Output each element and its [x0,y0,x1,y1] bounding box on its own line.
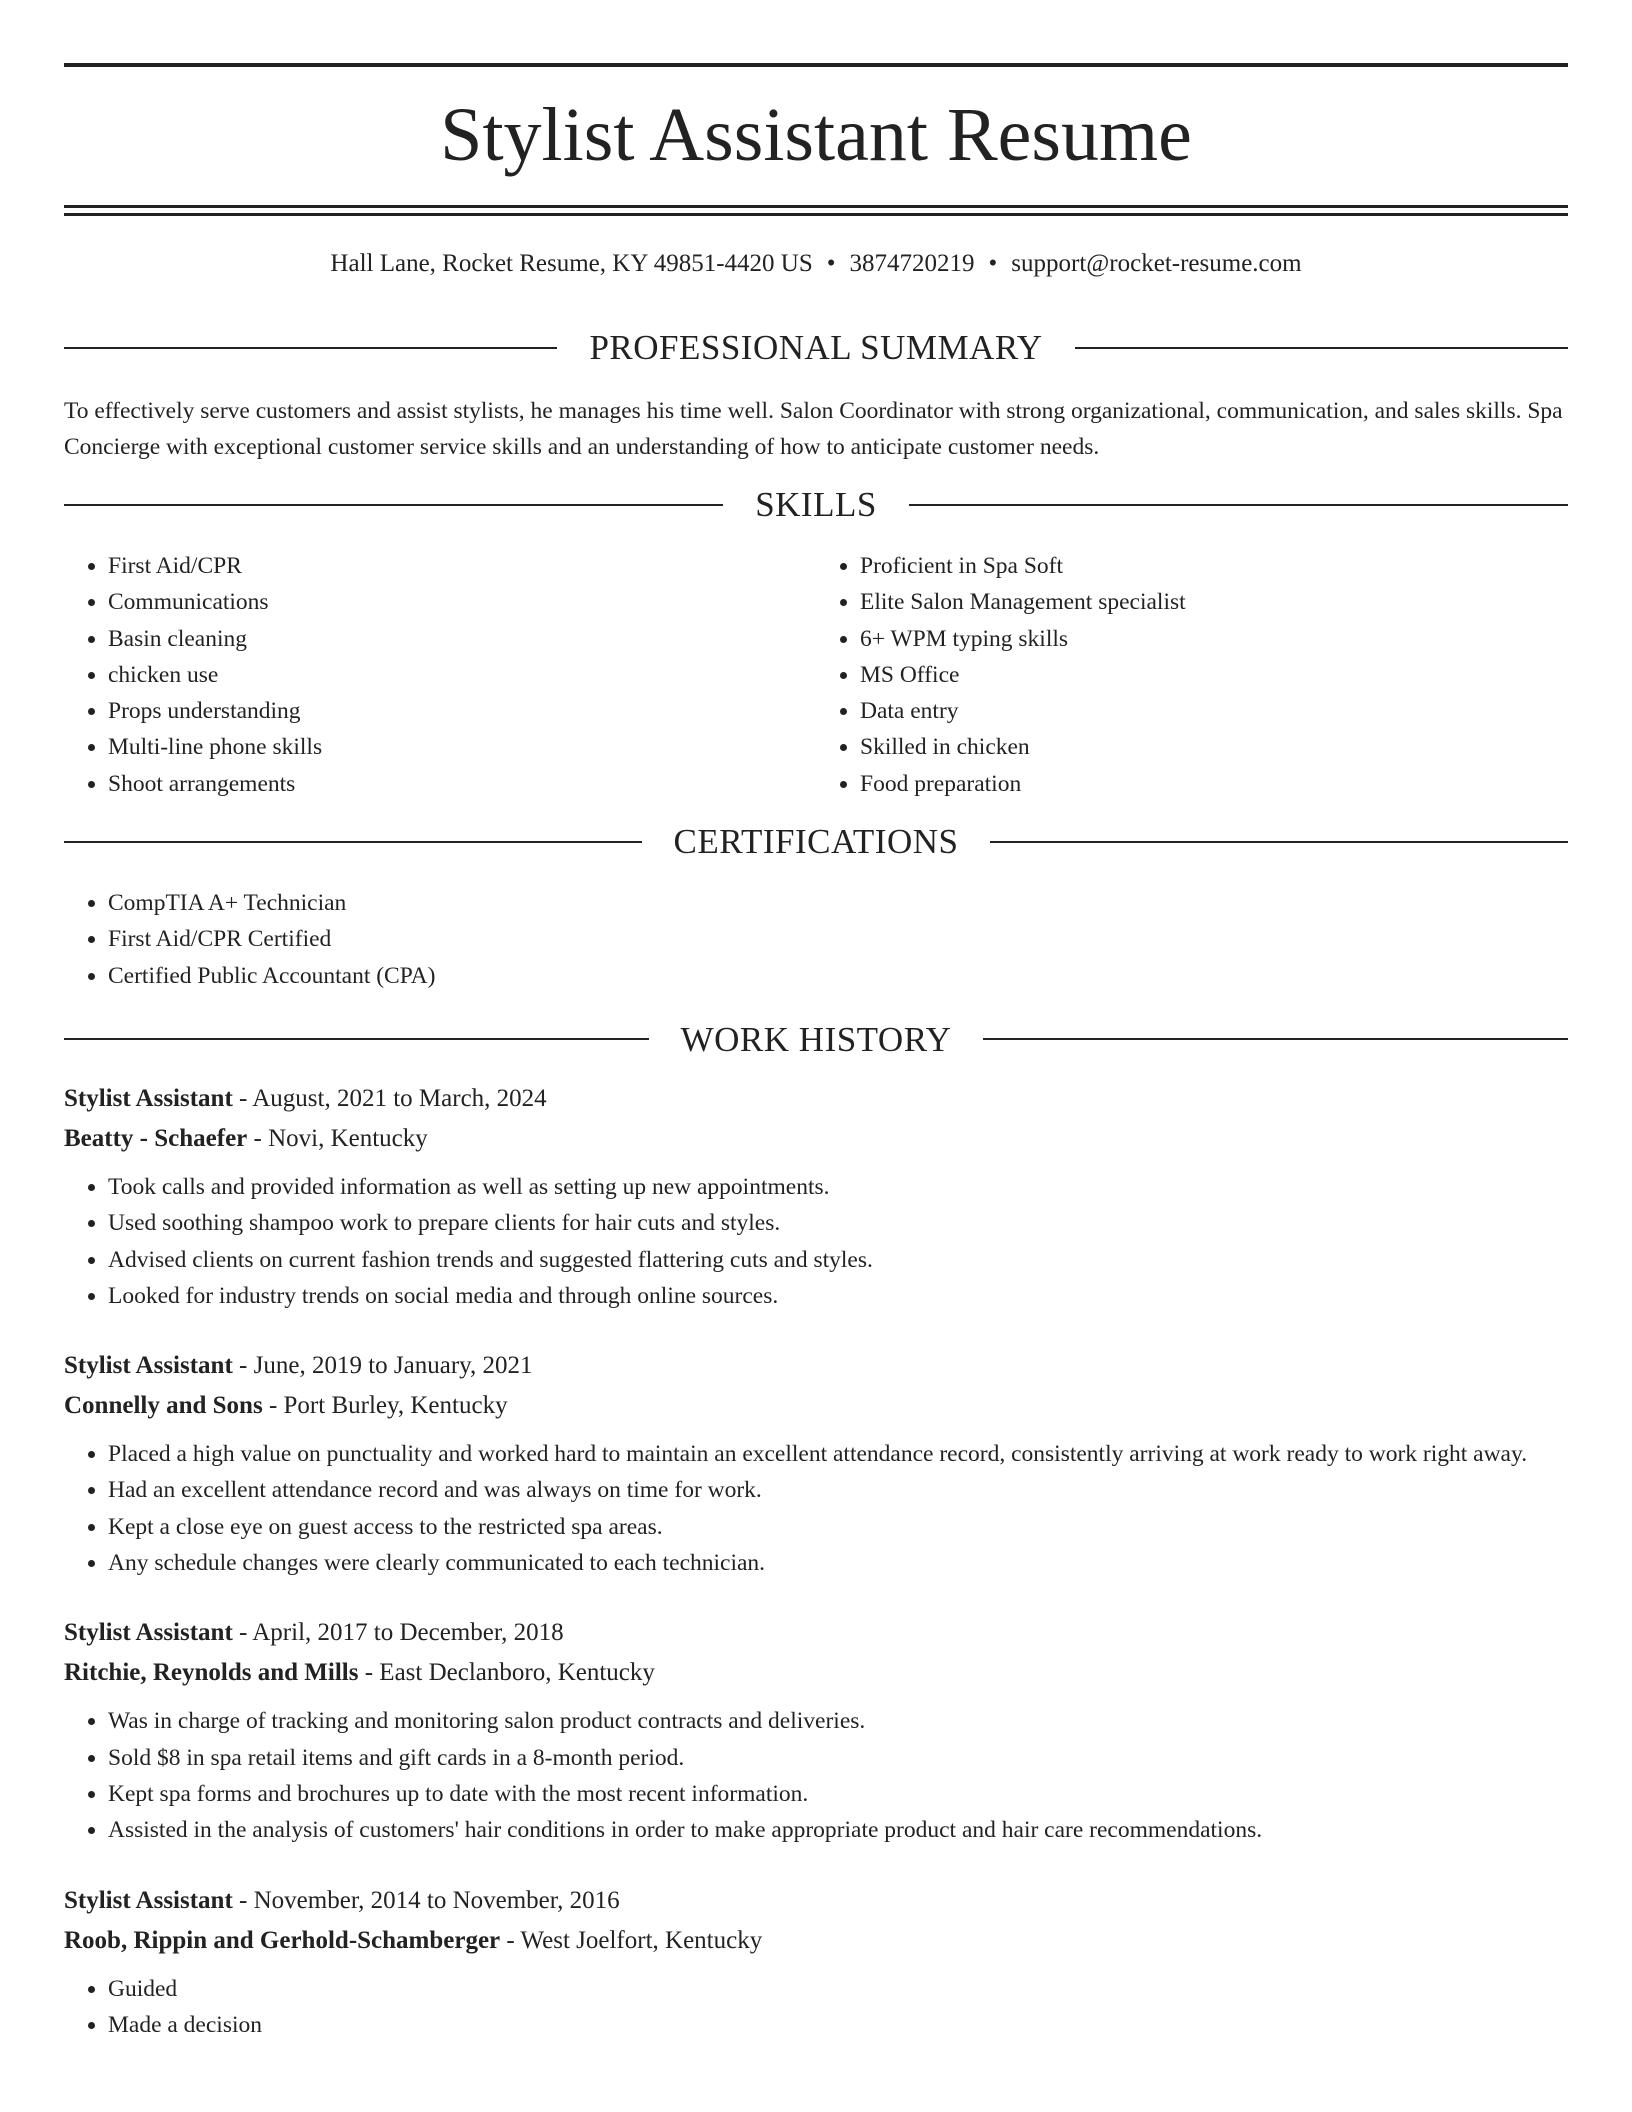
job-title-line [64,1881,1568,1921]
job-title-line [64,1346,1568,1386]
heading-rule [1075,347,1568,349]
skill-item: • MS Office [860,657,1568,693]
job-dates: - April, 2017 to December, 2018 [232,1619,564,1647]
skill-item: • Communications [108,584,816,620]
job-bullet: • Made a decision [108,2007,1568,2043]
heading-rule [64,504,723,506]
contact-email: support@rocket-resume.com [1011,250,1302,277]
job-location: - East Declanboro, Kentucky [358,1659,655,1687]
heading-rule [909,504,1568,506]
section-heading-work-history [64,1019,1568,1059]
job-role: Stylist Assistant [64,1619,233,1647]
skills-column-left [64,548,816,802]
job-bullets [64,1436,1568,1581]
skill-item: • Skilled in chicken [860,729,1568,765]
heading-rule [64,841,642,843]
section-title: SKILLS [755,485,877,524]
job-entry [64,1079,1568,1314]
job-entry [64,1613,1568,1848]
job-bullets [64,1703,1568,1848]
job-entry [64,1346,1568,1581]
summary-text: To effectively serve customers and assist stylists, he manages his time well. Salon Coordinator with strong organizational, communication, and sales skills. Spa Concierge with exceptional customer service skills and an understanding of how to anticipate customer needs. [64,398,1563,460]
job-company-line [64,1386,1568,1426]
job-title-line [64,1613,1568,1653]
job-company-line [64,1653,1568,1693]
job-bullet: • Sold $8 in spa retail items and gift cards in a 8-month period. [108,1740,1568,1776]
heading-rule [983,1038,1568,1040]
contact-address: Hall Lane, Rocket Resume, KY 49851-4420 US [330,250,813,277]
job-company: Connelly and Sons [64,1392,263,1420]
heading-rule [64,1038,649,1040]
job-bullets [64,1169,1568,1314]
contact-separator: • [826,250,836,277]
job-title-line [64,1079,1568,1119]
job-bullet: • Was in charge of tracking and monitoring salon product contracts and deliveries. [108,1703,1568,1739]
contact-line [64,250,1568,290]
heading-rule [990,841,1568,843]
job-location: - Novi, Kentucky [247,1124,428,1152]
skill-item: • 6+ WPM typing skills [860,621,1568,657]
job-company: Beatty - Schaefer [64,1124,248,1152]
resume-title: Stylist Assistant Resume [440,93,1192,177]
job-bullet: • Placed a high value on punctuality and worked hard to maintain an excellent attendance record, consistently arriving at work ready to work right away. [108,1436,1568,1472]
contact-separator: • [988,250,998,277]
skill-item: • Elite Salon Management specialist [860,584,1568,620]
job-entry [64,1881,1568,2044]
skill-item: • Shoot arrangements [108,766,816,802]
skill-item: • Basin cleaning [108,621,816,657]
section-heading-summary [64,330,1568,365]
job-company: Roob, Rippin and Gerhold-Schamberger [64,1926,501,1954]
job-bullets [64,1971,1568,2044]
job-dates: - November, 2014 to November, 2016 [232,1886,620,1914]
skill-item: • Proficient in Spa Soft [860,548,1568,584]
certification-item: • First Aid/CPR Certified [108,921,1568,957]
section-heading-skills [64,487,1568,522]
title-double-rule [64,205,1568,216]
job-bullet: • Assisted in the analysis of customers' hair conditions in order to make appropriate product and hair care recommendations. [108,1812,1568,1848]
skill-item: • chicken use [108,657,816,693]
job-company-line [64,1921,1568,1961]
section-title: WORK HISTORY [680,1019,952,1059]
contact-phone: 3874720219 [849,250,975,277]
job-bullet: • Looked for industry trends on social media and through online sources. [108,1278,1568,1314]
certifications-list [64,885,1568,994]
job-bullet: • Advised clients on current fashion trends and suggested flattering cuts and styles. [108,1242,1568,1278]
skill-item: • First Aid/CPR [108,548,816,584]
job-bullet: • Kept spa forms and brochures up to date with the most recent information. [108,1776,1568,1812]
job-dates: - August, 2021 to March, 2024 [232,1084,547,1112]
skills-column-right [816,548,1568,802]
job-bullet: • Kept a close eye on guest access to the restricted spa areas. [108,1509,1568,1545]
job-bullet: • Took calls and provided information as well as setting up new appointments. [108,1169,1568,1205]
job-bullet: • Had an excellent attendance record and was always on time for work. [108,1472,1568,1508]
section-title: CERTIFICATIONS [673,822,959,862]
job-dates: - June, 2019 to January, 2021 [232,1352,533,1380]
heading-rule [64,347,557,349]
job-role: Stylist Assistant [64,1084,233,1112]
job-bullet: • Any schedule changes were clearly communicated to each technician. [108,1545,1568,1581]
job-company-line [64,1119,1568,1159]
job-role: Stylist Assistant [64,1352,233,1380]
skill-item: • Multi-line phone skills [108,729,816,765]
skill-item: • Props understanding [108,693,816,729]
job-location: - Port Burley, Kentucky [262,1392,508,1420]
job-bullet: • Guided [108,1971,1568,2007]
skill-item: • Food preparation [860,766,1568,802]
resume-page [64,0,1568,2043]
job-location: - West Joelfort, Kentucky [500,1926,763,1954]
job-role: Stylist Assistant [64,1886,233,1914]
job-bullet: • Used soothing shampoo work to prepare clients for hair cuts and styles. [108,1205,1568,1241]
skills-list [64,548,1568,802]
section-heading-certifications [64,822,1568,862]
certification-item: • CompTIA A+ Technician [108,885,1568,921]
skill-item: • Data entry [860,693,1568,729]
certification-item: • Certified Public Accountant (CPA) [108,958,1568,994]
job-company: Ritchie, Reynolds and Mills [64,1659,359,1687]
section-title: PROFESSIONAL SUMMARY [589,328,1043,367]
